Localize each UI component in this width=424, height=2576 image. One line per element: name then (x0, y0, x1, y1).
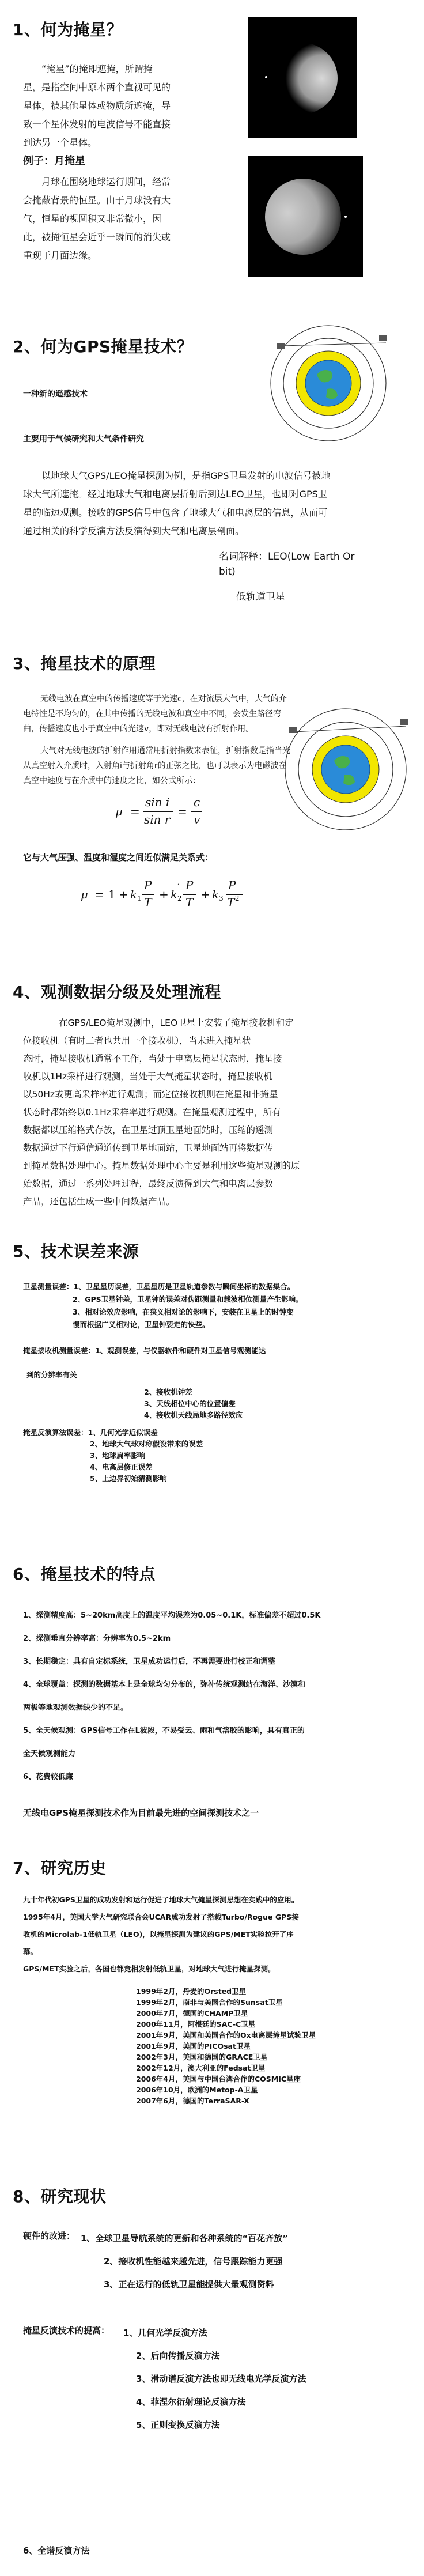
algorithm-item: 2、后向传播反演方法 (136, 2351, 220, 2361)
hardware-label: 硬件的改进： (23, 2231, 75, 2241)
section-3-title: 3、掩星技术的原理 (13, 654, 156, 673)
earth-icon (321, 745, 370, 794)
term-note-2: bit) (219, 566, 236, 577)
section-6-title: 6、掩星技术的特点 (13, 1565, 156, 1584)
text-line: 始数据，通过一系列处理过程，最终反演得到大气和电离层参数 (23, 1179, 274, 1189)
formula-sub: 1 (137, 894, 142, 902)
formula-mu: μ (115, 804, 123, 818)
formula-atmosphere (81, 876, 288, 916)
formula-sup: 2 (235, 894, 240, 902)
feature-item: 6、花费较低廉 (23, 1773, 74, 1781)
text-line: 会掩蔽背景的恒星。由于月球没有大 (23, 195, 171, 206)
feature-item: 4、全球覆盖：探测的数据基本上是全球均匀分布的，弥补传统观测站在海洋、沙漠和 (23, 1680, 306, 1689)
star-dot (265, 76, 267, 78)
formula-one: 1 (108, 887, 116, 901)
signal-ray (294, 726, 406, 732)
section-1-example (23, 173, 230, 265)
text-line: 状态时都始终以0.1Hz采样率进行观测。在掩星观测过程中，所有 (23, 1107, 281, 1117)
formula-sub: 2 (177, 894, 182, 902)
formula-den: T (144, 896, 152, 909)
feature-item: 两极等地观测数据缺少的不足。 (23, 1704, 128, 1712)
formula-plus: + (159, 887, 169, 901)
fraction-bar (143, 811, 173, 812)
section-8-title: 8、研究现状 (13, 2187, 107, 2206)
feature-summary: 无线电GPS掩星探测技术作为目前最先进的空间探测技术之一 (23, 1808, 259, 1818)
text-line: 此，被掩恒星会近乎一瞬间的消失或 (23, 232, 171, 243)
satellite-icon (400, 719, 408, 725)
text-line: 1995年4月，美国大学大气研究联合会UCAR成功发射了搭载Turbo/Rogue GPS接 (23, 1913, 299, 1921)
feature-item: 2、探测垂直分辨率高：分辨率为0.5~2km (23, 1634, 171, 1643)
receiver-error-line-2: 到的分辨率有关 (26, 1370, 77, 1379)
text-line: 3、地球扁率影响 (90, 1451, 146, 1460)
text-line: 曲，传播速度也小于真空中的光速v，即对无线电波有折射作用。 (23, 724, 254, 734)
formula-eq: = (130, 804, 140, 818)
section-7 (0, 1844, 424, 2167)
text-line: 2、接收机钟差 (144, 1388, 192, 1396)
timeline-item: 2001年9月，美国和美国合作的Ox电离层掩星试验卫星 (136, 2031, 316, 2039)
text-line: “掩星”的掩即遮掩，所谓掩 (41, 63, 153, 74)
gibbous-moon-image (248, 156, 363, 277)
section-2-title: 2、何为GPS掩星技术？ (13, 337, 194, 356)
term-note-3: 低轨道卫星 (236, 591, 285, 603)
formula-mu: μ (81, 887, 88, 901)
text-line: 星体，被其他星体或物质所遮掩，导 (23, 100, 171, 111)
formula-prime: ′ (177, 883, 180, 892)
text-line: 以地球大气GPS/LEO掩星探测为例，是指GPS卫星发射的电波信号被地 (41, 470, 331, 481)
section-5-title: 5、技术误差来源 (13, 1242, 139, 1261)
moon-disc (266, 43, 338, 114)
algorithm-list (123, 2321, 306, 2437)
section-4-paragraph (23, 1014, 415, 1211)
formula-num: P (144, 878, 152, 892)
text-line: 幕。 (23, 1947, 38, 1956)
text-line: 产品，还包括生成一些中间数据产品。 (23, 1196, 175, 1207)
formula-k: k (130, 887, 138, 901)
earth-icon (305, 360, 351, 406)
text-line: 电特性是不均匀的，在其中传播的无线电波和真空中不同，会发生路径弯 (23, 709, 281, 719)
formula-num: c (194, 795, 200, 809)
text-line: 位接收机（有时二者也共用一个接收机），当未进入掩星状 (23, 1036, 251, 1046)
section-4-title: 4、观测数据分级及处理流程 (13, 983, 221, 1002)
formula-k: k (212, 887, 219, 901)
section-5 (0, 1216, 424, 1550)
text-line: GPS/MET实验之后，各国也都竞相发射低轨卫星，对地球大气进行掩星探测。 (23, 1965, 275, 1973)
hardware-item: 1、全球卫星导航系统的更新和各种系统的“百花齐放” (81, 2233, 289, 2243)
feature-item: 1、探测精度高：5~20km高度上的温度平均误差为0.05~0.1K，标准偏差不超过0.5K (23, 1611, 321, 1620)
formula-num: P (228, 878, 236, 892)
formula-den: sin r (144, 813, 171, 826)
text-line: 星的临边观测。接收的GPS信号中包含了地球大气和电离层的信息，从而可 (23, 507, 328, 518)
text-line: 3、天线相位中心的位置偏差 (144, 1399, 236, 1408)
text-line: 九十年代初GPS卫星的成功发射和运行促进了地球大气掩星探测思想在实践中的应用。 (23, 1895, 299, 1904)
text-line: 4、接收机天线局地多路径效应 (144, 1411, 243, 1419)
algorithm-item: 5、正则变换反演方法 (136, 2420, 220, 2430)
example-label: 例子：月掩星 (23, 155, 85, 167)
text-line: 掩星反演算法误差：1、几何光学近似误差 (23, 1428, 158, 1437)
algorithm-item: 1、几何光学反演方法 (123, 2328, 207, 2338)
receiver-error-items (144, 1387, 243, 1421)
formula-plus: + (200, 887, 210, 901)
algorithm-last-item: 6、全谱反演方法 (23, 2545, 90, 2556)
text-line: 慢而根据广义相对论，卫星钟要走的快些。 (73, 1320, 210, 1329)
timeline-item: 1999年2月，丹麦的Orsted卫星 (136, 1987, 247, 1996)
text-line: 重现于月面边缘。 (23, 250, 97, 261)
section-7-title: 7、研究历史 (13, 1859, 107, 1878)
tech-line-2: 主要用于气候研究和大气条件研究 (23, 435, 144, 444)
text-line: 数据通过下行通信通道传到卫星地面站，卫星地面站再将数据传 (23, 1143, 274, 1153)
satellite-icon (289, 727, 297, 733)
timeline-item: 1999年2月，南非与美国合作的Sunsat卫星 (136, 1998, 283, 2007)
formula-refraction-index (115, 795, 265, 830)
algorithm-item: 4、菲涅尔衍射理论反演方法 (136, 2397, 246, 2407)
algorithm-error-group (23, 1427, 203, 1485)
hardware-list (81, 2227, 288, 2296)
relation-line: 它与大气压强、温度和湿度之间近似满足关系式： (23, 852, 214, 863)
text-line: 2、GPS卫星钟差，卫星钟的误差对伪距测量和载波相位测量产生影响。 (73, 1295, 303, 1304)
crescent-moon-image (248, 17, 357, 138)
feature-item: 全天候观测能力 (23, 1750, 76, 1758)
text-line: 月球在围绕地球运行期间，经常 (41, 176, 171, 187)
receiver-error-line-1: 掩星接收机测量误差：1、观测误差，与仪器软件和硬件对卫星信号观测能达 (23, 1346, 266, 1355)
text-line: 以50Hz或更高采样率进行观测；而定位接收机则在掩星和非掩星 (23, 1089, 278, 1100)
text-line: 到掩星数据处理中心。掩星数据处理中心主要是利用这些掩星观测的原 (23, 1161, 300, 1171)
fraction-bar (183, 894, 196, 895)
text-line: 无线电波在真空中的传播速度等于光速c，在对流层大气中，大气的介 (40, 694, 287, 704)
history-paragraph (23, 1891, 415, 1978)
text-line: 收机以1Hz采样进行观测，当处于大气掩星状态时，掩星接收机 (23, 1071, 272, 1082)
hardware-item: 2、接收机性能越来越先进，信号跟踪能力更强 (104, 2256, 283, 2267)
formula-den: T (186, 896, 194, 909)
formula-sub: 3 (219, 894, 224, 902)
satellite-icon (379, 335, 387, 341)
formula-den: T (227, 896, 235, 909)
timeline-item: 2000年7月，德国的CHAMP卫星 (136, 2009, 248, 2018)
occultation-diagram (282, 692, 415, 847)
section-1-definition (23, 60, 230, 152)
section-3 (0, 628, 424, 957)
text-line: 到达另一个星体。 (23, 137, 97, 148)
text-line: 5、上边界初始猜测影响 (90, 1474, 167, 1483)
formula-plus: + (119, 887, 128, 901)
timeline-item: 2007年6月，德国的TerraSAR-X (136, 2097, 249, 2105)
text-line: 卫星测量误差：1、卫星星历误差，卫星星历是卫星轨道参数与瞬间坐标的数据集合。 (23, 1282, 295, 1291)
fraction-bar (191, 811, 202, 812)
algorithm-label: 掩星反演技术的提高： (23, 2325, 110, 2336)
tech-line-1: 一种新的遥感技术 (23, 390, 88, 399)
text-line: 真空中速度与在介质中的速度之比，如公式所示： (23, 776, 200, 785)
formula-k: k (171, 887, 178, 901)
section-2-paragraph (23, 467, 415, 541)
formula-num: P (186, 878, 194, 892)
text-line: 4、电离层修正误差 (90, 1463, 153, 1471)
section-1-title: 1、何为掩星？ (13, 20, 123, 39)
formula-eq: = (177, 804, 187, 818)
moon-disc (265, 179, 341, 255)
formula-den: v (194, 813, 200, 826)
section-1 (0, 0, 424, 300)
text-line: 2、地球大气球对称假设带来的误差 (90, 1440, 203, 1448)
formula-num: sin i (145, 795, 170, 809)
timeline-item: 2000年11月，阿根廷的SAC-C卫星 (136, 2020, 256, 2029)
term-note-1: 名词解释：LEO(Low Earth Or (219, 551, 355, 562)
text-line: 通过相关的科学反演方法反演得到大气和电离层剖面。 (23, 526, 245, 537)
text-line: 大气对无线电波的折射作用通常用折射指数来表征，折射指数是指当光 (40, 746, 290, 756)
text-line: 3、相对论效应影响，在狭义相对论的影响下，安装在卫星上的时钟变 (73, 1308, 294, 1316)
formula-eq: = (94, 887, 104, 901)
text-line: 在GPS/LEO掩星观测中，LEO卫星上安装了掩星接收机和定 (59, 1018, 294, 1028)
history-timeline (136, 1986, 316, 2106)
text-line: 球大气所遮掩。经过地球大气和电离层折射后到达LEO卫星，也即对GPS卫 (23, 489, 327, 500)
text-line: 态时，掩星接收机通常不工作，当处于电离层掩星状态时，掩星接 (23, 1053, 282, 1064)
text-line: 从真空射入介质时，入射角i与折射角r的正弦之比，也可以表示为电磁波在 (23, 761, 287, 770)
algorithm-item: 3、滑动谱反演方法也即无线电光学反演方法 (136, 2374, 306, 2384)
feature-list (23, 1604, 415, 1789)
text-line: 星，是指空间中原本两个直视可见的 (23, 82, 171, 93)
text-line: 数据都以压缩格式存放，在卫星过顶卫星地面站时，压缩的遥测 (23, 1125, 274, 1135)
timeline-item: 2002年12月，澳大利亚的Fedsat卫星 (136, 2064, 266, 2072)
section-2 (0, 300, 424, 628)
occultation-diagram (259, 311, 403, 455)
feature-item: 3、长期稳定：具有自定标系统，卫星成功运行后，不再需要进行校正和调整 (23, 1657, 276, 1666)
satellite-icon (277, 343, 285, 349)
fraction-bar (226, 894, 243, 895)
section-8 (0, 2167, 424, 2576)
fraction-bar (142, 894, 154, 895)
timeline-item: 2006年4月，美国与中国台湾合作的COSMIC星座 (136, 2075, 301, 2083)
timeline-item: 2001年9月，美国的PICOsat卫星 (136, 2042, 251, 2050)
text-line: 收机的Microlab-1低轨卫星（LEO)，以掩星探测为建议的GPS/MET实验拉开了序 (23, 1930, 294, 1939)
text-line: 气，恒星的视圆积又非常微小，因 (23, 213, 162, 224)
star-dot (344, 216, 347, 218)
section-3-paragraph-1 (23, 692, 287, 736)
section-3-paragraph-2 (23, 743, 290, 788)
timeline-item: 2002年3月，美国和德国的GRACE卫星 (136, 2053, 268, 2061)
hardware-item: 3、正在运行的低轨卫星能提供大量观测资料 (104, 2279, 274, 2290)
satellite-error-group (23, 1281, 415, 1331)
section-4 (0, 957, 424, 1216)
text-line: 致一个星体发射的电波信号不能直接 (23, 119, 171, 130)
timeline-item: 2006年10月，欧洲的Metop-A卫星 (136, 2086, 258, 2094)
feature-item: 5、全天候观测：GPS信号工作在L波段，不易受云、雨和气溶胶的影响，具有真正的 (23, 1727, 305, 1735)
